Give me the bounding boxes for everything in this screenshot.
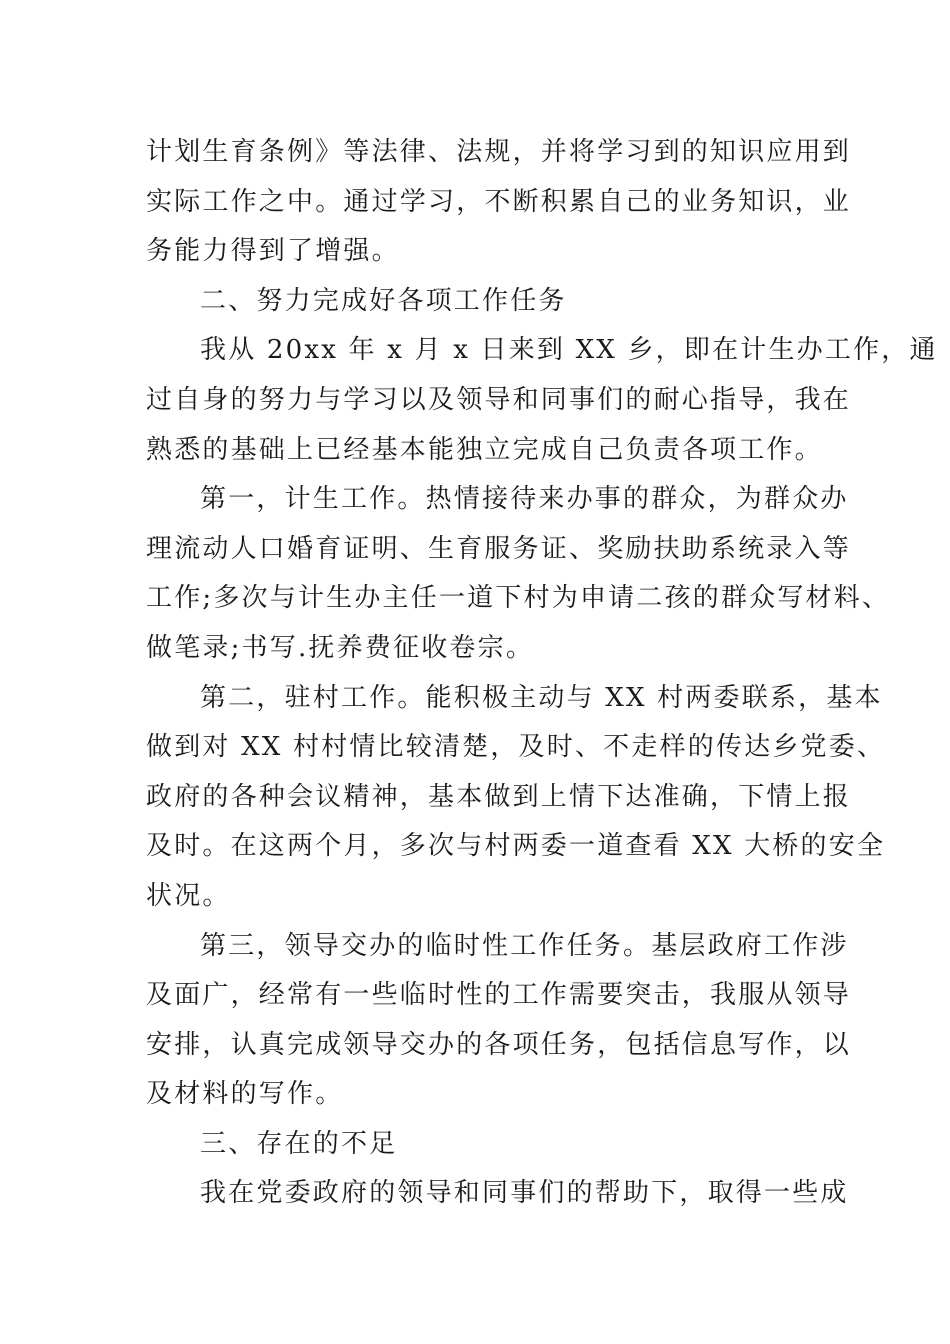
text-line-10: 工作;多次与计生办主任一道下村为申请二孩的群众写材料、: [146, 583, 891, 614]
text-line-20: 及材料的写作。: [146, 1079, 344, 1110]
text-line-19: 安排，认真完成领导交办的各项任务，包括信息写作，以: [146, 1029, 852, 1060]
text-line-1: 计划生育条例》等法律、法规，并将学习到的知识应用到: [146, 137, 852, 167]
text-line-13: 做到对 XX 村村情比较清楚，及时、不走样的传达乡党委、: [146, 732, 886, 763]
text-line-18: 及面广，经常有一些临时性的工作需要突击，我服从领导: [146, 980, 852, 1011]
section-heading-2: 二、努力完成好各项工作任务: [200, 285, 567, 316]
text-line-8: 第一，计生工作。热情接待来办事的群众，为群众办: [200, 484, 849, 515]
text-line-22: 我在党委政府的领导和同事们的帮助下，取得一些成: [200, 1178, 849, 1209]
text-line-2: 实际工作之中。通过学习，不断积累自己的业务知识，业: [146, 186, 852, 217]
text-line-9: 理流动人口婚育证明、生育服务证、奖励扶助系统录入等: [146, 533, 852, 564]
text-line-11: 做笔录;书写.抚养费征收卷宗。: [146, 632, 535, 663]
text-line-3: 务能力得到了增强。: [146, 236, 400, 267]
text-line-6: 过自身的努力与学习以及领导和同事们的耐心指导，我在: [146, 384, 852, 415]
section-heading-3: 三、存在的不足: [200, 1128, 398, 1159]
text-line-7: 熟悉的基础上已经基本能独立完成自己负责各项工作。: [146, 434, 823, 465]
text-line-5: 我从 20xx 年 x 月 x 日来到 XX 乡，即在计生办工作，通: [200, 335, 938, 366]
text-line-12: 第二，驻村工作。能积极主动与 XX 村两委联系，基本: [200, 682, 883, 713]
text-line-14: 政府的各种会议精神，基本做到上情下达准确，下情上报: [146, 781, 852, 812]
document-body: [146, 128, 938, 1219]
text-line-16: 状况。: [146, 880, 231, 911]
text-line-17: 第三，领导交办的临时性工作任务。基层政府工作涉: [200, 930, 849, 961]
text-line-15: 及时。在这两个月，多次与村两委一道查看 XX 大桥的安全: [146, 831, 886, 862]
